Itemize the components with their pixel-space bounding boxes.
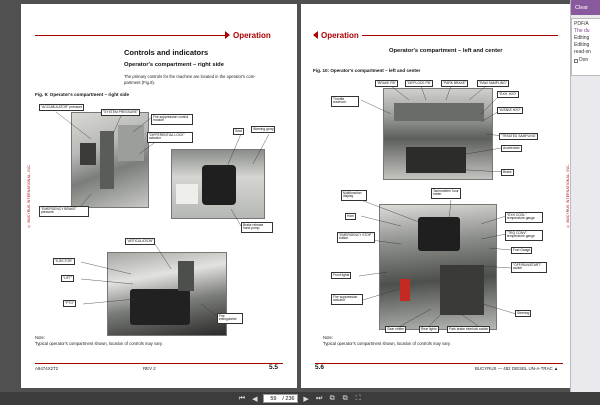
callout-gear-shifter: Gear shifter (385, 326, 406, 333)
note-label: Note: (35, 335, 46, 340)
figure-note (35, 335, 163, 348)
callout-rear-lights: Rear lights (419, 326, 439, 333)
intro-line: partment (Fig.9). (124, 80, 155, 86)
callout-differential-lock: "DIFFERENTIAL LOCK" actuator (147, 132, 193, 143)
panel-shape (118, 125, 144, 161)
page-number-input[interactable] (266, 395, 280, 402)
lever-shape (178, 261, 194, 291)
footer-rule (315, 363, 563, 364)
callout-warning-gong: Warning gong (251, 126, 275, 133)
callout-horn: Horn (345, 213, 356, 220)
sub-heading: Operator's compartment – left and center (389, 48, 503, 54)
clear-button[interactable]: Clear (571, 0, 600, 15)
single-page-icon[interactable]: ⧉ (329, 394, 335, 402)
callout-off-run-start: "OFF/RUN/START" switch (511, 262, 547, 273)
callout-brake: Brake (501, 169, 514, 176)
navigation-toolbar (0, 392, 600, 405)
notice-line: Editing (574, 35, 590, 41)
note-text: Typical operator's compartment shown, location of controls may vary. (35, 341, 163, 347)
callout-pto: "PTO" (63, 300, 76, 307)
pdfa-notice (571, 18, 600, 76)
notice-line: Editing (574, 42, 590, 48)
notice-line: The du (574, 28, 590, 34)
page-number: 5.6 (315, 364, 325, 371)
photo-control-panel (71, 112, 149, 208)
seat-shape (202, 165, 236, 205)
photo-instrument-panel (379, 204, 497, 330)
callout-fuel-gauge: Fuel Gauge (511, 247, 532, 254)
header-rule (362, 35, 558, 36)
footer-revision: REV 2 (143, 366, 156, 371)
callout-lift: "LIFT" (61, 275, 74, 282)
photo-seat (171, 149, 265, 219)
pedal-shape (406, 147, 466, 173)
callout-trq-conv: "TRQ CONV" temperature gauge (505, 230, 543, 241)
callout-fire-suppression-module: Fire suppression control module (151, 114, 193, 125)
figure-caption: Fig. 9: Operator's compartment – right side (35, 92, 130, 97)
callout-park-brake-interlock: Park brake interlock switch (447, 326, 490, 333)
panel-shape (80, 143, 96, 165)
callout-park-brake: "PARK BRAKE" (441, 80, 468, 87)
page-number: 5.5 (269, 364, 279, 371)
intro-line: The primary controls for the machine are located in the operator's com- (124, 74, 256, 79)
callout-system-pressure: "SYSTEM PRESSURE" (101, 109, 140, 116)
callout-seat: Seat (233, 128, 244, 135)
fullscreen-icon[interactable]: ⛶ (355, 394, 361, 402)
copyright-side: © BUCYRUS INTERNATIONAL, INC. (566, 164, 570, 228)
page-header (313, 30, 575, 40)
callout-tachometer: Tachometer/ hour meter (431, 188, 461, 199)
callout-steering: Steering (515, 310, 531, 317)
callout-accumulator: "ACCUMULATOR" pressure (39, 104, 84, 111)
sub-heading: Operator's compartment – right side (124, 62, 224, 68)
callout-emergency-stop: "EMERGENCY STOP" button (337, 232, 375, 243)
note-label: Note: (323, 335, 334, 340)
callout-articulation: "ARTICULATION" (125, 238, 155, 245)
callout-ejector: "EJECTOR" (53, 258, 75, 265)
photo-dashboard (383, 88, 493, 180)
prev-page-button[interactable]: ◀ (252, 395, 258, 403)
last-page-button[interactable]: ⏭ (315, 394, 323, 402)
total-pages: / 236 (282, 395, 295, 402)
figure-caption: Fig. 10: Operator's compartment – left and center (313, 68, 421, 73)
callout-throttle-reservoir: Throttle reservoir (331, 96, 359, 107)
footer-doc-id: A9474X2T2 (35, 366, 59, 371)
first-page-button[interactable]: ⏮ (238, 394, 246, 402)
pdfa-title: PDF/A (574, 21, 589, 27)
photo-cab-floor (107, 252, 227, 336)
header-title: Operation (321, 30, 359, 40)
seat-shape (176, 184, 198, 204)
intro-text (124, 74, 256, 86)
seat-shape (130, 289, 190, 325)
callout-emergency-brake: "EMERGENCY BRAKE" pressure (39, 206, 89, 217)
notice-line: read-sn (574, 49, 591, 55)
header-title: Operation (233, 30, 271, 40)
dont-show-checkbox[interactable] (574, 59, 578, 63)
callout-treated-sampling: "TREATED SAMPLING" (499, 133, 538, 140)
callout-front-lights: Front lights (331, 272, 351, 279)
section-heading: Controls and indicators (124, 48, 209, 57)
side-panel (570, 0, 600, 392)
callout-accelerator: Accelerator (501, 145, 522, 152)
callout-intake-h2o: "INTAKE H2O" (497, 107, 523, 114)
page-indicator (263, 394, 297, 403)
gauge-cluster (418, 217, 460, 251)
footer-model: BUCYRUS — 482 DIESEL UN-A-TRAC ▲ (475, 366, 559, 371)
page-right (301, 4, 577, 388)
callout-difflock-pb: "DIFFLOCK PB" (405, 80, 433, 87)
dont-show-option[interactable] (574, 57, 598, 64)
callout-fire-extinguisher: Fire extinguisher (217, 313, 243, 324)
figure-note (323, 335, 451, 348)
page-header (35, 30, 297, 40)
extinguisher-shape (400, 279, 410, 301)
dash-shape (394, 103, 484, 121)
footer-rule (35, 363, 283, 364)
dont-show-label: Don (579, 57, 589, 63)
copyright-side: © BUCYRUS INTERNATIONAL, INC. (27, 164, 31, 228)
next-page-button[interactable]: ▶ (303, 395, 309, 403)
page-left (21, 4, 297, 388)
callout-raw-sampling: "RAW SAMPLING" (477, 80, 509, 87)
callout-multifunction-display: Multifunction display (341, 190, 367, 201)
header-rule (35, 35, 225, 36)
callout-fire-suppression-actuator: Fire suppression actuator (331, 294, 363, 305)
callout-brake-pb: "BRAKE PB" (375, 80, 398, 87)
note-text: Typical operator's compartment shown, location of controls may vary. (323, 341, 451, 347)
callout-exh-h2o: "EXH. H2O" (497, 91, 519, 98)
panel-shape (100, 131, 114, 189)
column-shape (440, 265, 484, 315)
callout-brake-release: Brake release hand pump (241, 222, 273, 233)
callout-exh-cool: "EXH COOL" temperature gauge (505, 212, 543, 223)
two-page-icon[interactable]: ⧉ (342, 394, 348, 402)
